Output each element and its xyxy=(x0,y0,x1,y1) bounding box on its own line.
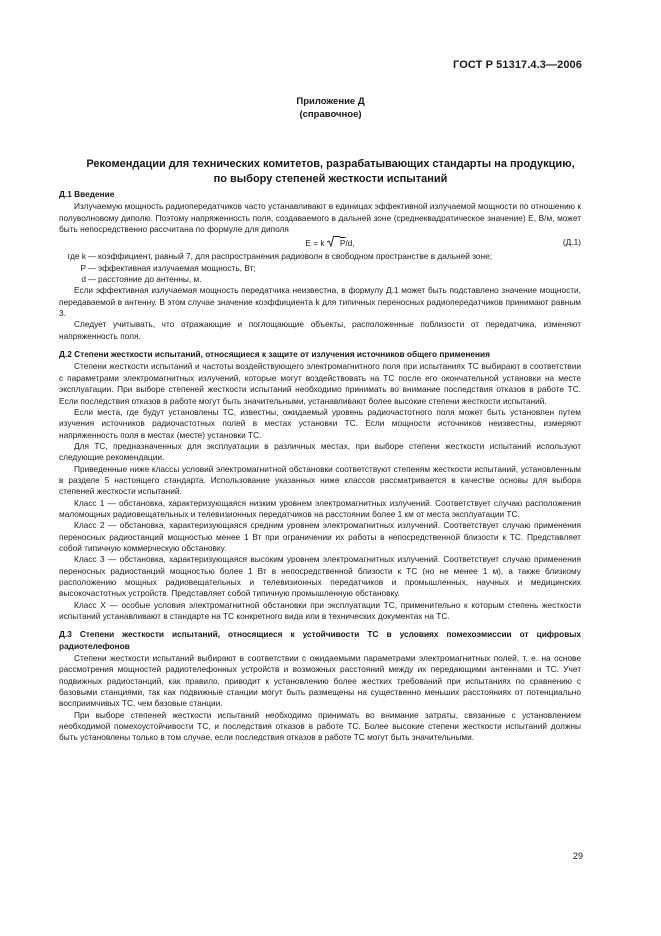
section-d2-paragraph: Для ТС, предназначенных для эксплуатации в различных местах, при выборе степени жесткости испытаний используют следующие рекомендации. xyxy=(59,440,581,463)
section-d3-paragraph: Степени жесткости испытаний выбирают в соответствии с ожидаемыми параметрами электромагнитных полей, т. е. на основе рассмотрения мощностей радиотелефонных устройств и возможных расстояний между их передающими антеннами и ТС. Учет подвижных радиостанций, как правило, приводит к установлению более жестких требований при испытаниях по сравнению с базовыми станциями, так как подвижные станции могут быть размещены на существенно меньших расстояниях от потенциально восприимчивых ТС, чем базовые станции. xyxy=(59,653,581,709)
section-d2-heading: Д.2 Степени жесткости испытаний, относящиеся к защите от излучения источников общего применения xyxy=(59,349,490,360)
square-root-icon xyxy=(327,236,340,249)
section-d1-paragraph: Если эффективная излучаемая мощность передатчика неизвестна, в формулу Д.1 может быть подставлено значение мощности, передаваемой в антенну. В этом случае значение коэффициента k для типичных переносных радиопередатчиков принимают равным 3. xyxy=(59,285,581,319)
definition-item: d — расстояние до антенны, м. xyxy=(59,274,581,285)
definition-item: P — эффективная излучаемая мощность, Вт; xyxy=(59,263,581,274)
section-d2-paragraph: Степени жесткости испытаний и частоты воздействующего электромагнитного поля при испытаниях ТС выбирают в соответствии с параметрами электромагнитных излучений, которые могут воздействовать на ТС после его окончательной установки на месте эксплуатации. При выборе степеней жесткости испытаний необходимо принимать во внимание последствия отказов в работе ТС. Если последствия отказов в работе могут быть значительными, устанавливают более высокие степени жесткости испытаний. xyxy=(59,361,581,406)
section-d2-paragraph: Класс 3 — обстановка, характеризующаяся высоким уровнем электромагнитных излучений. Соответствует случаю применения переносных радиостанций мощностью более 1 Вт в непосредственной близости к ТС (но не менее 1 м), а также близкому расположению мощных радиовещательных и телевизионных передатчиков и промышленных, научных и медицинских высокочастотных устройств. Представляет собой типичную промышленную обстановку. xyxy=(59,554,581,599)
formula-rhs: /d, xyxy=(345,238,355,249)
section-d1-paragraph: Излучаемую мощность радиопередатчиков часто устанавливают в единицах эффективной излучаемой мощности по отношению к полуволновому диполю. Поэтому напряженность поля, создаваемого в дальней зоне (среднеквадратическое значение) E, В/м, может быть непосредственно рассчитана по формуле для диполя xyxy=(59,201,581,235)
section-d1-heading: Д.1 Введение xyxy=(59,189,115,199)
section-d1-paragraph: Следует учитывать, что отражающие и поглощающие объекты, расположенные поблизости от передатчика, изменяют напряженность поля. xyxy=(59,319,581,341)
definition-text: эффективная излучаемая мощность, Вт; xyxy=(98,262,256,273)
page-number: 29 xyxy=(572,851,583,861)
formula-number: (Д.1) xyxy=(562,237,581,248)
document-title-line-2: по выбору степеней жесткости испытаний xyxy=(213,173,448,185)
section-d2-paragraph: Приведенные ниже классы условий электромагнитной обстановки соответствуют степеням жесткости испытаний, установленным в разделе 5 настоящего стандарта. Использование указанных ниже классов рассматривается в качестве основы для выбора степеней жесткости испытаний. xyxy=(59,463,581,497)
section-d2-paragraph: Класс 1 — обстановка, характеризующаяся низким уровнем электромагнитных излучений. Соответствует случаю расположения маломощных радиовещательных и телевизионных передатчиков на расстоянии более 1 км от места эксплуатации ТС. xyxy=(59,497,581,519)
formula-lhs: E = k xyxy=(305,238,325,249)
definition-symbol: d xyxy=(81,274,86,285)
formula-root: $\overline{P}$ xyxy=(339,238,346,249)
definition-symbol: где k xyxy=(67,251,86,262)
formula-definitions xyxy=(59,251,581,285)
document-title xyxy=(40,157,621,187)
section-d3-paragraph: При выборе степеней жесткости испытаний необходимо принимать во внимание затраты, связанные с установлением необходимой помехоустойчивости ТС, и последствия отказов в работе ТС. Более высокие степени жесткости испытаний должны быть установлены только в том случае, если последствия отказов в работе ТС могут быть значительными. xyxy=(59,709,581,743)
annex-subtitle: (справочное) xyxy=(299,109,362,120)
formula-expression xyxy=(59,236,541,249)
section-d2-paragraph: Если места, где будут установлены ТС, известны, ожидаемый уровень радиочастотного поля может быть установлен путем изучения источников радиочастотных полей в местах установки ТС. Если мощности источников неизвестны, измеряют напряженность поля в местах (месте) установки ТС. xyxy=(59,406,581,440)
section-d3-heading: Д.3 Степени жесткости испытаний, относящиеся к устойчивости ТС в условиях помехоэмиссии от цифровых радиотелефонов xyxy=(59,629,581,651)
document-body xyxy=(59,189,581,744)
definition-text: расстояние до антенны, м. xyxy=(98,274,202,285)
annex-title: Приложение Д xyxy=(296,96,365,107)
formula-d1 xyxy=(59,236,581,249)
annex-heading xyxy=(0,95,661,121)
definition-item: где k — коэффициент, равный 7, для распространения радиоволн в свободном пространстве в дальней зоне; xyxy=(59,251,581,262)
definition-text: коэффициент, равный 7, для распространения радиоволн в свободном пространстве в дальней зоне; xyxy=(98,251,493,262)
definition-symbol: P xyxy=(80,262,86,273)
document-title-line-1: Рекомендации для технических комитетов, разрабатывающих стандарты на продукцию, xyxy=(86,158,575,170)
section-d2-paragraph: Класс 2 — обстановка, характеризующаяся средним уровнем электромагнитных излучений. Соответствует случаю применения переносных радиостанций мощностью менее 1 Вт при ограничении их работы в непосредственной близости к ТС. Представляет собой типичную коммерческую обстановку. xyxy=(59,520,581,553)
standard-designation: ГОСТ Р 51317.4.3—2006 xyxy=(453,59,582,71)
section-d2-paragraph: Класс X — особые условия электромагнитной обстановки при эксплуатации ТС, применительно к которым степень жесткости испытаний устанавливают в стандарте на ТС конкретного вида или в технических документах на ТС. xyxy=(59,599,581,622)
